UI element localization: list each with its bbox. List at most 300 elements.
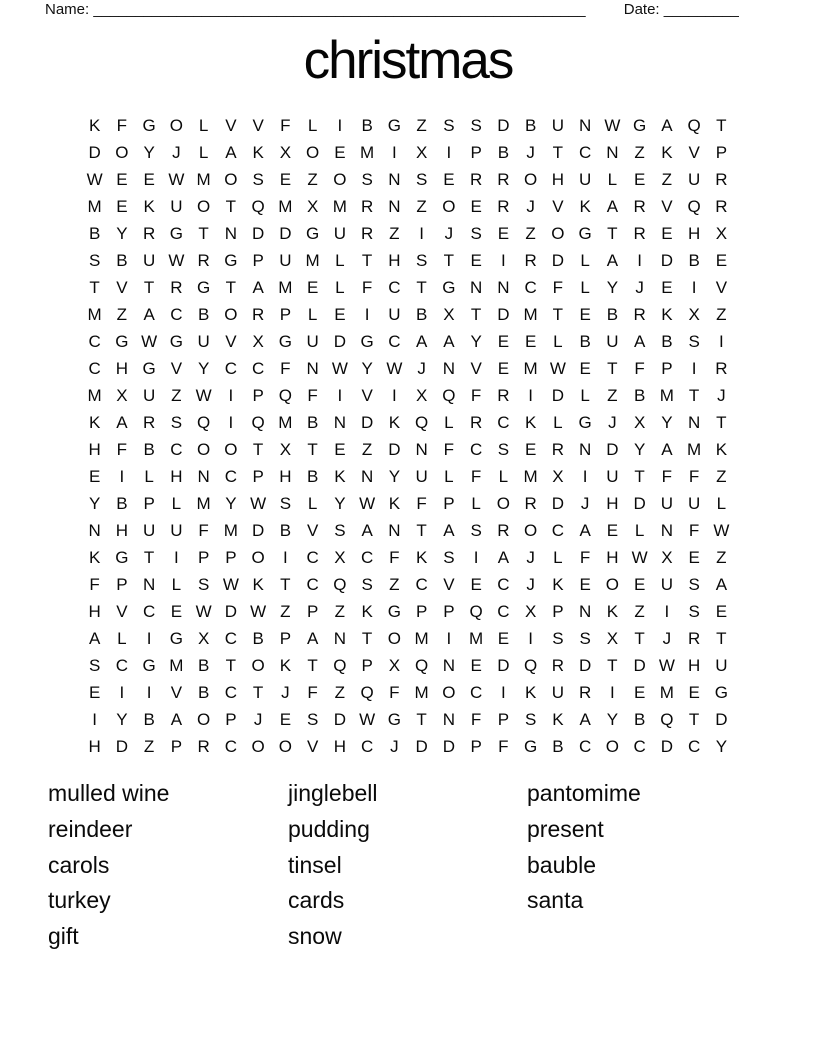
grid-letter: C — [224, 358, 238, 378]
grid-letter: M — [87, 304, 102, 324]
grid-letter: N — [578, 601, 592, 621]
grid-letter: Q — [415, 655, 429, 675]
grid-letter: T — [198, 223, 209, 243]
grid-letter: N — [442, 709, 456, 729]
grid-letter: X — [524, 601, 537, 621]
grid-letter: J — [635, 277, 644, 297]
grid-letter: U — [606, 331, 619, 351]
grid-letter: F — [280, 358, 291, 378]
grid-letter: D — [578, 655, 592, 675]
grid-letter: V — [443, 574, 455, 594]
grid-letter: U — [687, 493, 701, 513]
grid-letter: F — [198, 520, 209, 540]
grid-letter: V — [552, 196, 564, 216]
grid-letter: F — [634, 358, 645, 378]
grid-letter: R — [197, 736, 210, 756]
grid-letter: Z — [389, 574, 400, 594]
grid-letter: C — [360, 736, 374, 756]
grid-letter: O — [224, 439, 238, 459]
grid-letter: R — [551, 655, 565, 675]
grid-letter: D — [251, 520, 265, 540]
grid-letter: J — [390, 736, 399, 756]
grid-letter: L — [580, 385, 590, 405]
grid-letter: E — [661, 223, 673, 243]
grid-letter: F — [307, 385, 318, 405]
grid-letter: N — [142, 574, 156, 594]
grid-letter: P — [361, 655, 373, 675]
grid-letter: M — [360, 142, 375, 162]
grid-letter: C — [306, 547, 319, 567]
grid-letter: R — [633, 223, 646, 243]
grid-letter: V — [225, 115, 237, 135]
grid-letter: T — [307, 655, 318, 675]
word-search-grid — [81, 112, 735, 760]
grid-letter: E — [88, 466, 101, 486]
grid-letter: C — [170, 439, 183, 459]
grid-letter: H — [88, 439, 101, 459]
grid-letter: M — [659, 682, 674, 702]
grid-letter: F — [361, 277, 373, 297]
grid-letter: P — [443, 493, 455, 513]
grid-letter: R — [524, 493, 537, 513]
grid-letter: H — [115, 520, 129, 540]
grid-letter: B — [606, 304, 619, 324]
grid-letter: Q — [333, 655, 347, 675]
grid-letter: N — [360, 466, 374, 486]
grid-letter: G — [524, 736, 538, 756]
grid-letter: Z — [661, 169, 673, 189]
grid-letter: C — [578, 736, 592, 756]
grid-letter: E — [688, 547, 700, 567]
grid-letter: G — [142, 655, 156, 675]
grid-letter: O — [278, 736, 292, 756]
grid-letter: A — [606, 196, 619, 216]
grid-letter: E — [334, 304, 346, 324]
grid-letter: Y — [334, 493, 346, 513]
grid-letter: P — [252, 250, 264, 270]
grid-letter: D — [333, 709, 347, 729]
grid-letter: V — [170, 358, 183, 378]
grid-letter: C — [388, 331, 401, 351]
grid-letter: U — [388, 304, 401, 324]
puzzle-title: christmas — [303, 31, 513, 90]
grid-letter: C — [633, 736, 646, 756]
grid-letter: I — [419, 223, 424, 243]
grid-letter: X — [688, 304, 700, 324]
grid-letter: I — [392, 385, 397, 405]
grid-letter: I — [664, 601, 670, 621]
grid-letter: M — [469, 628, 484, 648]
grid-letter: J — [526, 142, 535, 162]
grid-letter: K — [524, 682, 537, 702]
grid-letter: U — [415, 466, 428, 486]
grid-letter: X — [606, 628, 619, 648]
grid-letter: T — [416, 709, 427, 729]
grid-letter: Z — [716, 466, 727, 486]
grid-letter: B — [197, 304, 210, 324]
grid-letter: F — [470, 709, 482, 729]
grid-letter: U — [170, 196, 183, 216]
grid-letter: L — [307, 115, 318, 135]
grid-letter: N — [224, 223, 238, 243]
grid-letter: I — [228, 385, 234, 405]
word-list-item: reindeer — [48, 815, 133, 842]
grid-letter: T — [225, 196, 237, 216]
grid-letter: X — [334, 547, 346, 567]
grid-letter: O — [387, 628, 401, 648]
grid-letter: D — [660, 250, 674, 270]
grid-letter: P — [225, 547, 237, 567]
grid-letter: T — [252, 439, 264, 459]
grid-letter: B — [361, 115, 373, 135]
grid-letter: A — [661, 439, 673, 459]
grid-letter: P — [170, 736, 183, 756]
grid-letter: C — [251, 358, 265, 378]
word-list-item: santa — [527, 887, 584, 914]
grid-letter: B — [633, 385, 646, 405]
grid-letter: R — [251, 304, 265, 324]
grid-letter: G — [360, 331, 374, 351]
grid-letter: L — [444, 412, 454, 432]
grid-letter: Z — [389, 223, 400, 243]
grid-letter: G — [442, 277, 456, 297]
grid-letter: D — [224, 601, 238, 621]
grid-letter: W — [359, 709, 376, 729]
grid-letter: Z — [716, 547, 727, 567]
grid-letter: A — [116, 412, 128, 432]
grid-letter: M — [169, 655, 184, 675]
grid-letter: J — [281, 682, 290, 702]
grid-letter: L — [171, 574, 182, 594]
grid-letter: Y — [116, 223, 128, 243]
grid-letter: O — [224, 304, 238, 324]
grid-letter: S — [443, 547, 455, 567]
grid-letter: D — [551, 385, 565, 405]
grid-letter: S — [470, 115, 482, 135]
grid-letter: B — [143, 709, 155, 729]
grid-letter: Z — [634, 601, 645, 621]
grid-letter: I — [691, 358, 697, 378]
grid-letter: A — [443, 520, 455, 540]
grid-letter: J — [253, 709, 263, 729]
grid-letter: C — [687, 736, 701, 756]
grid-letter: S — [279, 493, 292, 513]
grid-letter: D — [606, 439, 619, 459]
grid-letter: M — [523, 304, 538, 324]
grid-letter: T — [416, 520, 427, 540]
grid-letter: F — [116, 439, 128, 459]
grid-letter: Q — [660, 709, 674, 729]
grid-letter: G — [387, 601, 401, 621]
grid-letter: G — [169, 628, 183, 648]
grid-letter: B — [197, 682, 210, 702]
grid-letter: T — [634, 466, 645, 486]
grid-letter: R — [170, 277, 183, 297]
grid-letter: Q — [251, 412, 265, 432]
grid-letter: E — [606, 520, 619, 540]
grid-letter: D — [279, 223, 292, 243]
grid-letter: M — [278, 277, 293, 297]
grid-letter: Q — [278, 385, 292, 405]
grid-letter: W — [359, 493, 376, 513]
grid-letter: X — [279, 142, 292, 162]
grid-letter: D — [115, 736, 129, 756]
grid-letter: P — [252, 385, 264, 405]
grid-letter: O — [496, 493, 510, 513]
grid-letter: U — [170, 520, 183, 540]
grid-letter: D — [88, 142, 101, 162]
grid-letter: H — [115, 358, 129, 378]
grid-letter: G — [578, 223, 592, 243]
grid-letter: B — [524, 115, 537, 135]
grid-letter: W — [250, 601, 267, 621]
grid-letter: F — [661, 466, 673, 486]
grid-letter: U — [279, 250, 292, 270]
grid-letter: O — [605, 736, 619, 756]
grid-letter: W — [549, 358, 566, 378]
grid-letter: H — [388, 250, 401, 270]
grid-letter: T — [552, 304, 564, 324]
grid-letter: Q — [442, 385, 456, 405]
grid-letter: V — [306, 736, 319, 756]
grid-letter: O — [197, 196, 211, 216]
word-list-item: bauble — [527, 851, 597, 878]
grid-letter: P — [497, 709, 510, 729]
grid-letter: T — [470, 304, 482, 324]
grid-letter: N — [469, 277, 483, 297]
grid-letter: E — [306, 277, 319, 297]
grid-letter: N — [578, 115, 592, 135]
grid-letter: X — [116, 385, 128, 405]
grid-letter: E — [497, 358, 510, 378]
grid-letter: N — [388, 169, 401, 189]
grid-letter: O — [251, 655, 265, 675]
grid-letter: S — [579, 628, 591, 648]
grid-letter: B — [661, 331, 673, 351]
grid-letter: P — [279, 304, 292, 324]
grid-letter: T — [607, 358, 618, 378]
word-list-item: gift — [48, 923, 79, 950]
grid-letter: D — [415, 736, 428, 756]
grid-letter: C — [388, 277, 401, 297]
grid-letter: O — [251, 547, 265, 567]
grid-letter: G — [714, 682, 728, 702]
grid-letter: B — [88, 223, 101, 243]
word-list-item: snow — [288, 923, 342, 950]
grid-letter: R — [715, 169, 728, 189]
grid-letter: S — [361, 169, 373, 189]
grid-letter: T — [361, 628, 373, 648]
grid-letter: T — [634, 628, 645, 648]
grid-letter: U — [197, 331, 210, 351]
grid-letter: A — [661, 115, 673, 135]
grid-letter: A — [306, 628, 319, 648]
grid-letter: Y — [116, 709, 128, 729]
grid-letter: I — [528, 385, 533, 405]
grid-letter: W — [141, 331, 158, 351]
grid-letter: S — [88, 250, 101, 270]
grid-letter: K — [661, 142, 673, 162]
grid-letter: Z — [307, 169, 318, 189]
grid-letter: R — [578, 682, 592, 702]
grid-letter: E — [88, 682, 101, 702]
grid-letter: L — [307, 493, 318, 513]
grid-letter: I — [473, 547, 479, 567]
grid-letter: E — [143, 169, 155, 189]
grid-letter: M — [196, 493, 211, 513]
grid-letter: K — [524, 412, 537, 432]
grid-letter: K — [88, 547, 101, 567]
grid-letter: Y — [143, 142, 155, 162]
grid-letter: W — [631, 547, 648, 567]
grid-letter: R — [497, 520, 510, 540]
grid-letter: M — [305, 250, 320, 270]
grid-letter: L — [498, 466, 509, 486]
grid-letter: K — [361, 601, 373, 621]
grid-letter: C — [524, 277, 537, 297]
grid-letter: I — [119, 466, 125, 486]
grid-letter: R — [497, 169, 510, 189]
grid-letter: Q — [333, 574, 347, 594]
grid-letter: G — [115, 331, 129, 351]
grid-letter: V — [170, 682, 183, 702]
grid-letter: X — [197, 628, 210, 648]
grid-letter: E — [334, 439, 346, 459]
grid-letter: C — [224, 628, 238, 648]
grid-letter: S — [688, 601, 700, 621]
grid-letter: S — [334, 520, 346, 540]
grid-letter: N — [333, 628, 347, 648]
grid-letter: Q — [415, 412, 429, 432]
word-list-item: mulled wine — [48, 780, 170, 806]
grid-letter: G — [115, 547, 129, 567]
grid-letter: K — [143, 196, 155, 216]
grid-letter: U — [142, 385, 156, 405]
grid-letter: S — [306, 709, 319, 729]
grid-letter: Z — [361, 439, 373, 459]
grid-letter: K — [415, 547, 428, 567]
grid-letter: M — [196, 169, 211, 189]
grid-letter: U — [551, 682, 565, 702]
grid-letter: O — [251, 736, 265, 756]
grid-letter: M — [414, 628, 429, 648]
grid-letter: V — [688, 142, 700, 162]
grid-letter: C — [415, 574, 428, 594]
grid-letter: O — [524, 520, 538, 540]
grid-letter: A — [633, 331, 646, 351]
grid-letter: E — [497, 628, 510, 648]
grid-letter: D — [551, 250, 565, 270]
grid-letter: W — [86, 169, 103, 189]
grid-letter: U — [306, 331, 319, 351]
grid-letter: G — [197, 277, 211, 297]
grid-letter: K — [388, 412, 401, 432]
grid-letter: D — [633, 493, 646, 513]
grid-letter: S — [415, 250, 428, 270]
grid-letter: I — [174, 547, 179, 567]
grid-letter: E — [279, 709, 292, 729]
grid-letter: Y — [197, 358, 210, 378]
grid-letter: E — [633, 682, 646, 702]
grid-letter: G — [633, 115, 647, 135]
grid-letter: Z — [525, 223, 536, 243]
grid-letter: M — [523, 466, 538, 486]
grid-letter: X — [415, 385, 428, 405]
grid-letter: N — [442, 358, 456, 378]
grid-letter: W — [168, 250, 185, 270]
grid-letter: W — [713, 520, 730, 540]
word-list-item: tinsel — [288, 851, 342, 878]
grid-letter: E — [633, 169, 646, 189]
grid-letter: L — [198, 115, 209, 135]
grid-letter: Y — [388, 466, 401, 486]
grid-letter: X — [252, 331, 264, 351]
grid-letter: S — [443, 115, 455, 135]
grid-letter: M — [87, 196, 102, 216]
grid-letter: P — [443, 601, 455, 621]
grid-letter: T — [688, 385, 700, 405]
grid-letter: U — [333, 223, 347, 243]
grid-letter: B — [633, 709, 646, 729]
grid-letter: M — [523, 358, 538, 378]
grid-letter: C — [497, 601, 510, 621]
grid-letter: K — [552, 709, 564, 729]
grid-letter: Z — [334, 682, 346, 702]
grid-letter: D — [360, 412, 374, 432]
grid-letter: S — [88, 655, 101, 675]
grid-letter: J — [417, 358, 426, 378]
grid-letter: U — [687, 169, 701, 189]
grid-letter: P — [143, 493, 155, 513]
grid-letter: C — [88, 358, 101, 378]
grid-letter: D — [660, 736, 674, 756]
grid-letter: C — [224, 466, 238, 486]
grid-letter: B — [415, 304, 428, 324]
grid-letter: L — [471, 493, 481, 513]
grid-letter: Q — [687, 115, 701, 135]
grid-letter: U — [551, 115, 565, 135]
grid-letter: R — [142, 223, 156, 243]
grid-letter: T — [552, 142, 564, 162]
grid-letter: O — [442, 682, 456, 702]
grid-letter: V — [116, 277, 128, 297]
grid-letter: C — [469, 439, 483, 459]
grid-letter: Z — [607, 385, 618, 405]
grid-letter: S — [552, 628, 564, 648]
grid-letter: F — [116, 115, 128, 135]
grid-letter: E — [633, 574, 646, 594]
grid-letter: B — [497, 142, 510, 162]
grid-letter: E — [470, 196, 482, 216]
grid-letter: X — [633, 412, 646, 432]
grid-letter: A — [606, 250, 619, 270]
grid-letter: Q — [360, 682, 374, 702]
word-list-item: present — [527, 815, 604, 842]
grid-letter: F — [579, 547, 591, 567]
grid-letter: L — [171, 493, 182, 513]
grid-letter: L — [716, 493, 727, 513]
grid-letter: E — [524, 439, 537, 459]
grid-letter: G — [169, 223, 183, 243]
grid-letter: E — [661, 277, 673, 297]
grid-letter: K — [715, 439, 728, 459]
grid-letter: R — [360, 196, 374, 216]
grid-letter: R — [715, 196, 728, 216]
grid-letter: V — [116, 601, 128, 621]
grid-letter: Y — [661, 412, 673, 432]
grid-letter: E — [443, 169, 455, 189]
grid-letter: A — [143, 304, 155, 324]
